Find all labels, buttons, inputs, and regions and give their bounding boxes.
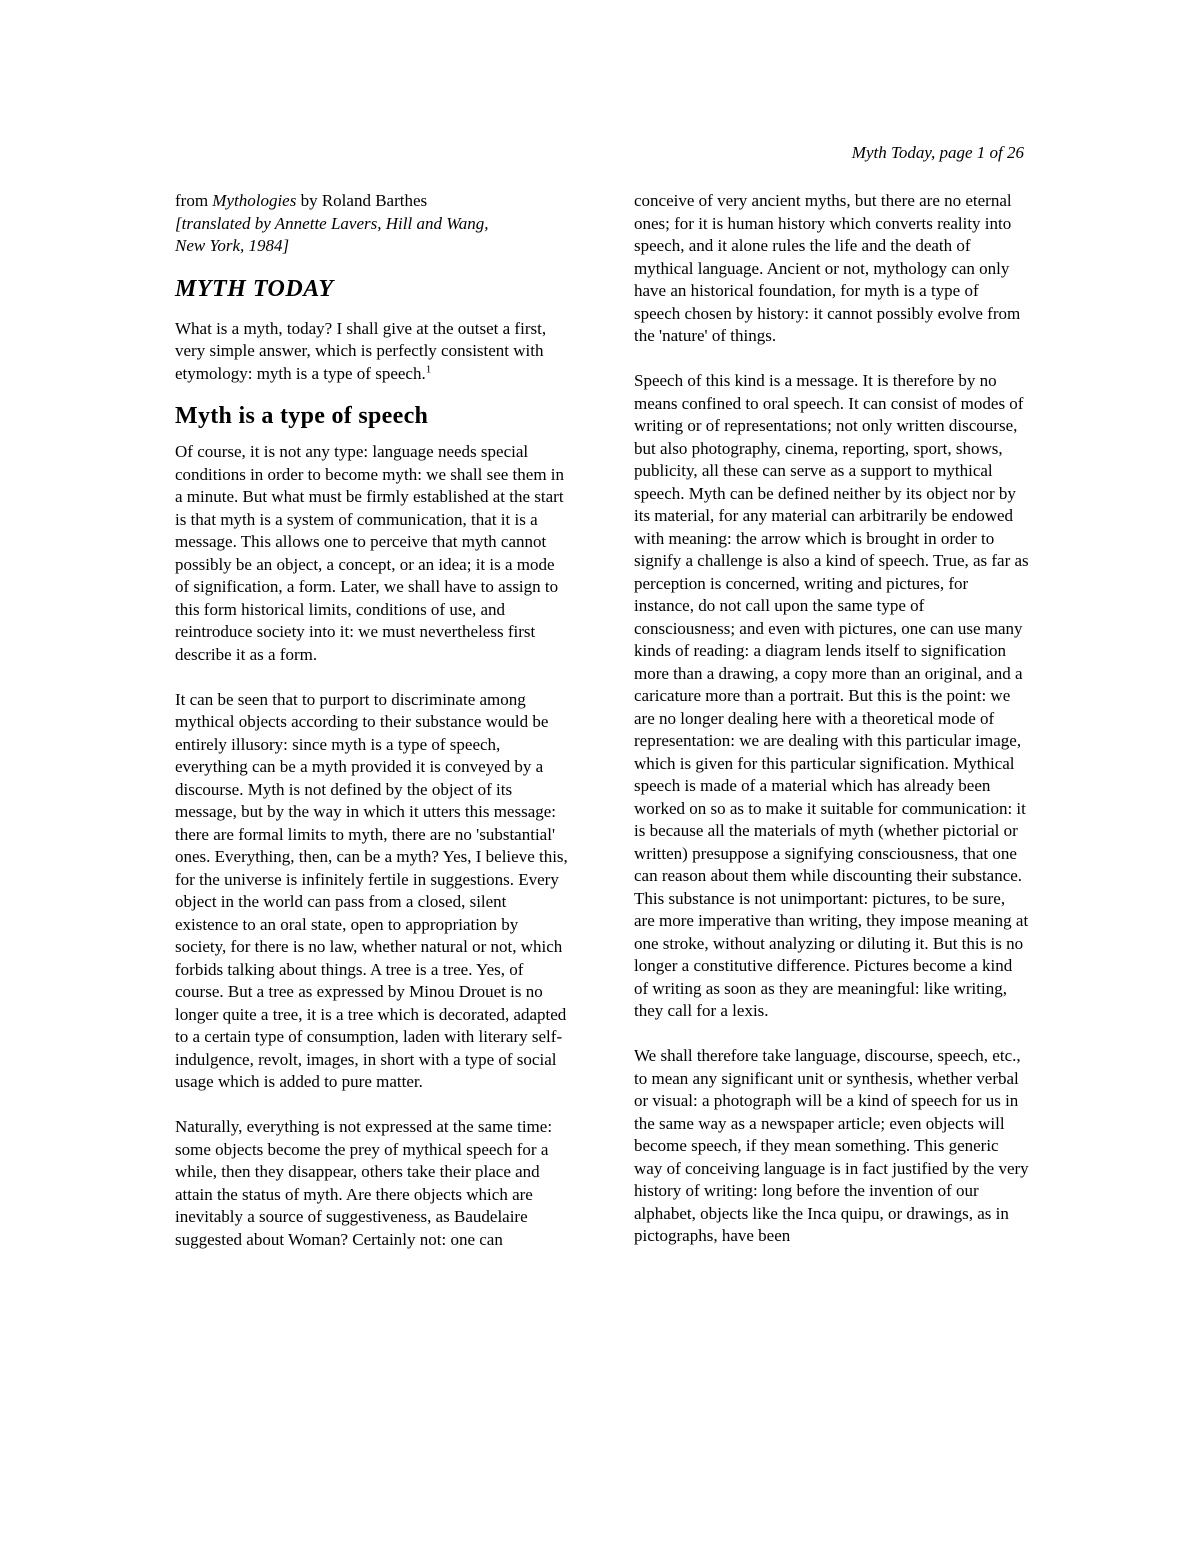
source-line xyxy=(175,190,570,213)
right-paragraph-3: We shall therefore take language, discourse, speech, etc., to mean any significant unit or synthesis, whether verbal or visual: a photograph will be a kind of speech for us in the same way as a newspaper article; even objects will become speech, if they mean something. This generic way of conceiving language is in fact justified by the very history of writing: long before the invention of our alphabet, objects like the Inca quipu, or drawings, as in pictographs, have been xyxy=(634,1046,1029,1245)
running-header: Myth Today, page 1 of 26 xyxy=(851,143,1024,162)
document-title: MYTH TODAY xyxy=(175,275,334,302)
footnote-ref[interactable]: 1 xyxy=(425,362,432,375)
left-paragraph-2: It can be seen that to purport to discriminate among mythical objects according to their substance would be entirely illusory: since myth is a type of speech, everything can be a myth provided it is conveyed by a discourse. Myth is not defined by the object of its message, but by the way in which it utters this message: there are formal limits to myth, there are no 'substantial' ones. Everything, then, can be a myth? Yes, I believe this, for the universe is infinitely fertile in suggestions. Every object in the world can pass from a closed, silent existence to an oral state, open to appropriation by society, for there is no law, whether natural or not, which forbids talking about things. A tree is a tree. Yes, of course. But a tree as expressed by Minou Drouet is no longer quite a tree, it is a tree which is decorated, adapted to a certain type of consumption, laden with literary self-indulgence, revolt, images, in short with a type of social usage which is added to pure matter. xyxy=(175,689,568,1091)
right-paragraph-2: Speech of this kind is a message. It is therefore by no means confined to oral speech. It can consist of modes of writing or of representations; not only written discourse, but also photography, cinema, reporting, sport, shows, publicity, all these can serve as a support to mythical speech. Myth can be defined neither by its object nor by its material, for any material can arbitrarily be endowed with meaning: the arrow which is brought in order to signify a challenge is also a kind of speech. True, as far as perception is concerned, writing and pictures, for instance, do not call upon the same type of consciousness; and even with pictures, one can use many kinds of reading: a diagram lends itself to signification more than a drawing, a copy more than an original, and a caricature more than a portrait. But this is the point: we are no longer dealing here with a theoretical mode of representation: we are dealing with this particular image, which is given for this particular signification. Mythical speech is made of a material which has already been worked on so as to make it suitable for communication: it is because all the materials of myth (whether pictorial or written) presuppose a signifying consciousness, that one can reason about them while discounting their substance. This substance is not unimportant: pictures, to be sure, are more imperative than writing, they impose meaning at one stroke, without analyzing or diluting it. But this is no longer a constitutive difference. Pictures become a kind of writing as soon as they are meaningful: like writing, they call for a lexis. xyxy=(634,371,1029,1020)
right-paragraph-1: conceive of very ancient myths, but there are no eternal ones; for it is human history which converts reality into speech, and it alone rules the life and the death of mythical language. Ancient or not, mythology can only have an historical foundation, for myth is a type of speech chosen by history: it cannot possibly evolve from the 'nature' of things. xyxy=(634,191,1021,345)
translation-line-2: New York, 1984] xyxy=(175,236,290,255)
source-author: by Roland Barthes xyxy=(296,191,428,210)
translation-note xyxy=(175,213,570,258)
left-column xyxy=(175,190,570,1274)
left-paragraph-1: Of course, it is not any type: language needs special conditions in order to become myth: we shall see them in a minute. But what must be firmly established at the start is that myth is a system of communication, that it is a message. This allows one to perceive that myth cannot possibly be an object, a concept, or an idea; it is a mode of signification, a form. Later, we shall have to assign to this form historical limits, conditions of use, and reintroduce society into it: we must nevertheless first describe it as a form. xyxy=(175,442,565,664)
intro-paragraph xyxy=(175,318,570,386)
translation-line-1: [translated by Annette Lavers, Hill and Wang, xyxy=(175,213,489,233)
left-paragraph-3: Naturally, everything is not expressed at the same time: some objects become the prey of mythical speech for a while, then they disappear, others take their place and attain the status of myth. Are there objects which are inevitably a source of suggestiveness, as Baudelaire suggested about Woman? Certainly not: one can xyxy=(175,1117,553,1249)
section-heading: Myth is a type of speech xyxy=(175,403,429,429)
intro-text: What is a myth, today? I shall give at the outset a first, very simple answer, which is perfectly consistent with etymology: myth is a type of speech. xyxy=(175,318,547,383)
book-title: Mythologies xyxy=(212,191,297,210)
right-column xyxy=(634,190,1029,1270)
source-prefix: from xyxy=(175,191,213,210)
